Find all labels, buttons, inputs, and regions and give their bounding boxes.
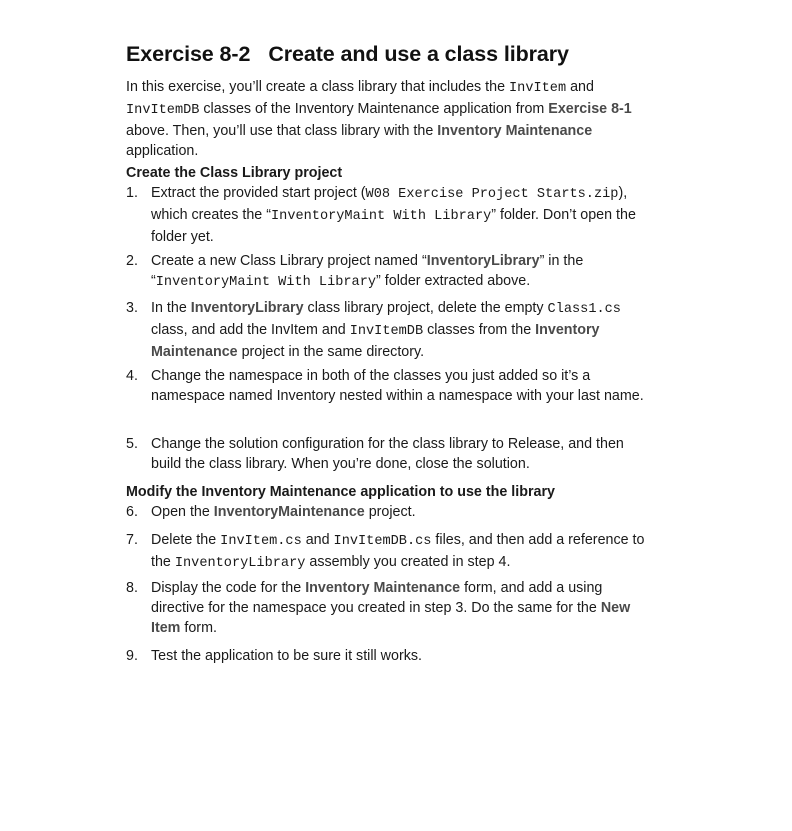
step-text: [151, 646, 656, 666]
step-text: [151, 502, 656, 522]
step-number: 4.: [126, 368, 138, 384]
inline-code: InvItemDB: [349, 324, 424, 339]
text-run: application.: [126, 143, 199, 159]
inline-code: InventoryLibrary: [174, 556, 306, 571]
inline-code: InventoryMaint With Library: [271, 209, 492, 224]
exercise-title-text: Create and use a class library: [268, 42, 569, 66]
step-item: [126, 366, 656, 406]
step-item: [126, 251, 656, 293]
text-run: ” in the “: [151, 253, 584, 289]
inline-code: InvItem: [509, 81, 567, 96]
step-item: [126, 646, 656, 666]
exercise-number: Exercise 8-2: [126, 42, 251, 66]
intro-paragraph: [126, 77, 656, 161]
step-item: [126, 298, 656, 362]
step-number: 7.: [126, 532, 138, 548]
text-run: ), which creates the “: [151, 185, 628, 223]
text-run: Create a new Class Library project named “: [151, 253, 427, 269]
inline-code: InvItem.cs: [220, 534, 302, 549]
text-run: files, and then add a reference to the: [151, 532, 645, 570]
step-number: 1.: [126, 185, 138, 201]
text-run: project in the same directory.: [237, 344, 425, 360]
step-text: [151, 298, 656, 362]
inline-code: InvItemDB.cs: [333, 534, 432, 549]
inline-code: InvItemDB: [126, 103, 200, 118]
emphasis-text: Exercise 8-1: [548, 101, 632, 117]
step-number: 9.: [126, 648, 138, 664]
inline-code: W08 Exercise Project Starts.zip: [365, 187, 619, 202]
inline-code: InventoryMaint With Library: [155, 275, 377, 290]
text-run: classes of the Inventory Maintenance application from: [199, 101, 549, 117]
text-run: In the: [151, 300, 191, 316]
text-run: Extract the provided start project (: [151, 185, 366, 201]
section-heading-modify-app: Modify the Inventory Maintenance application to use the library: [126, 484, 555, 500]
text-run: and: [566, 79, 594, 95]
emphasis-text: InventoryMaintenance: [213, 504, 365, 520]
text-run: project.: [364, 504, 416, 520]
text-run: Open the: [151, 504, 214, 520]
step-item: [126, 434, 656, 474]
step-item: [126, 530, 656, 574]
text-run: form.: [180, 620, 217, 636]
text-run: above. Then, you’ll use that class library with the: [126, 123, 438, 139]
emphasis-text: InventoryLibrary: [426, 253, 540, 269]
text-run: class library project, delete the empty: [303, 300, 548, 316]
step-number: 5.: [126, 436, 138, 452]
step-item: [126, 578, 656, 638]
step-text: [151, 530, 656, 574]
step-item: [126, 502, 656, 522]
emphasis-text: New Item: [151, 600, 631, 636]
step-text: [151, 183, 656, 247]
text-run: Test the application to be sure it still works.: [151, 648, 422, 664]
step-item: [126, 183, 656, 247]
emphasis-text: Inventory Maintenance: [151, 322, 600, 360]
step-number: 2.: [126, 253, 138, 269]
section-heading-create-library: Create the Class Library project: [126, 165, 343, 181]
text-run: Display the code for the: [151, 580, 306, 596]
emphasis-text: InventoryLibrary: [190, 300, 304, 316]
text-run: Change the solution configuration for the class library to Release, and then build the class library. When you’re done, close the solution.: [151, 436, 624, 472]
step-text: [151, 578, 656, 638]
emphasis-text: Inventory Maintenance: [305, 580, 461, 596]
step-number: 6.: [126, 504, 138, 520]
text-run: classes from the: [423, 322, 536, 338]
exercise-title: [126, 42, 569, 67]
text-run: Change the namespace in both of the classes you just added so it’s a namespace named Inventory nested within a namespace with your last name.: [151, 368, 644, 404]
step-text: [151, 251, 656, 293]
text-run: and: [301, 532, 334, 548]
step-number: 3.: [126, 300, 138, 316]
text-run: In this exercise, you’ll create a class library that includes the: [126, 79, 510, 95]
step-text: [151, 434, 656, 474]
text-run: form, and add a using directive for the namespace you created in step 3. Do the same for the: [151, 580, 603, 616]
emphasis-text: Inventory Maintenance: [437, 123, 593, 139]
text-run: assembly you created in step 4.: [305, 554, 511, 570]
text-run: ” folder. Don’t open the folder yet.: [151, 207, 636, 245]
text-run: ” folder extracted above.: [376, 273, 531, 289]
text-run: Delete the: [151, 532, 221, 548]
step-number: 8.: [126, 580, 138, 596]
step-text: [151, 366, 656, 406]
text-run: class, and add the InvItem and: [151, 322, 350, 338]
inline-code: Class1.cs: [547, 302, 621, 317]
